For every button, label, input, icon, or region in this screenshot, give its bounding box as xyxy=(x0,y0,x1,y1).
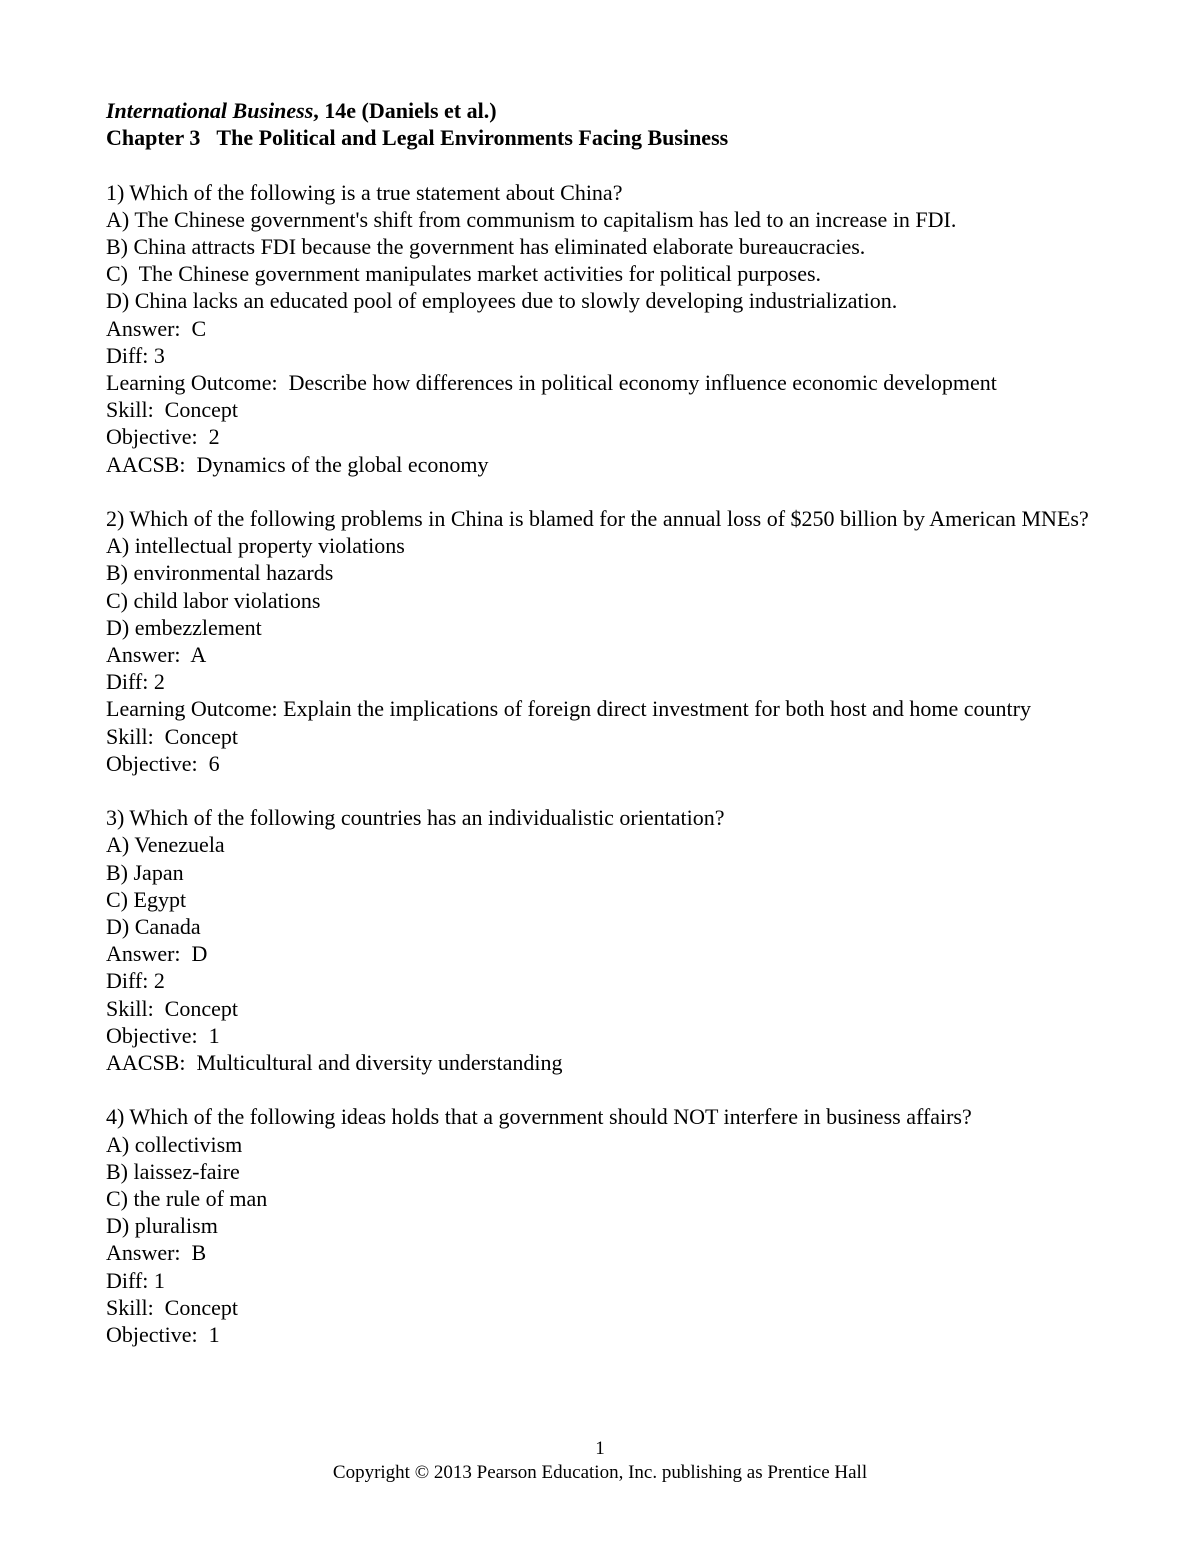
option-b: B) environmental hazards xyxy=(106,560,334,586)
aacsb: AACSB: Multicultural and diversity understanding xyxy=(106,1050,563,1076)
difficulty: Diff: 2 xyxy=(106,968,165,994)
option-c: C) the rule of man xyxy=(106,1186,268,1212)
answer: Answer: B xyxy=(106,1240,207,1266)
option-c: C) Egypt xyxy=(106,886,187,912)
book-title: International Business xyxy=(106,98,314,123)
copyright-notice: Copyright © 2013 Pearson Education, Inc. publishing as Prentice Hall xyxy=(332,1462,868,1483)
question-2 xyxy=(106,505,1106,777)
book-edition-authors: , 14e (Daniels et al.) xyxy=(313,98,497,123)
option-a: A) The Chinese government's shift from communism to capitalism has led to an increase in FDI. xyxy=(106,206,957,232)
option-a: A) intellectual property violations xyxy=(106,533,405,559)
question-stem: 2) Which of the following problems in China is blamed for the annual loss of $250 billion by American MNEs? xyxy=(106,506,1089,532)
page-content xyxy=(106,97,1106,1348)
learning-outcome: Learning Outcome: Explain the implications of foreign direct investment for both host and home country xyxy=(106,696,1031,722)
objective: Objective: 2 xyxy=(106,424,220,450)
objective: Objective: 6 xyxy=(106,750,220,776)
question-1 xyxy=(106,179,1106,478)
option-c: C) child labor violations xyxy=(106,587,321,613)
skill: Skill: Concept xyxy=(106,397,238,423)
objective: Objective: 1 xyxy=(106,1022,220,1048)
option-d: D) Canada xyxy=(106,914,201,940)
aacsb: AACSB: Dynamics of the global economy xyxy=(106,451,489,477)
question-stem: 4) Which of the following ideas holds that a government should NOT interfere in business affairs? xyxy=(106,1104,972,1130)
learning-outcome: Learning Outcome: Describe how differences in political economy influence economic development xyxy=(106,370,997,396)
option-a: A) collectivism xyxy=(106,1131,243,1157)
option-c: C) The Chinese government manipulates market activities for political purposes. xyxy=(106,261,822,287)
option-a: A) Venezuela xyxy=(106,832,225,858)
difficulty: Diff: 2 xyxy=(106,669,165,695)
chapter-title: Chapter 3 The Political and Legal Environments Facing Business xyxy=(106,125,729,151)
objective: Objective: 1 xyxy=(106,1322,220,1348)
answer: Answer: C xyxy=(106,315,207,341)
question-stem: 3) Which of the following countries has an individualistic orientation? xyxy=(106,805,725,831)
page-number: 1 xyxy=(595,1438,605,1459)
option-b: B) Japan xyxy=(106,859,184,885)
answer: Answer: A xyxy=(106,642,207,668)
option-d: D) China lacks an educated pool of employees due to slowly developing industrialization. xyxy=(106,288,898,314)
option-d: D) embezzlement xyxy=(106,614,262,640)
question-3 xyxy=(106,804,1106,1076)
book-title-line xyxy=(106,97,1106,124)
difficulty: Diff: 3 xyxy=(106,342,165,368)
skill: Skill: Concept xyxy=(106,1294,238,1320)
answer: Answer: D xyxy=(106,941,208,967)
skill: Skill: Concept xyxy=(106,723,238,749)
skill: Skill: Concept xyxy=(106,995,238,1021)
question-4 xyxy=(106,1103,1106,1348)
question-stem: 1) Which of the following is a true statement about China? xyxy=(106,179,623,205)
option-b: B) laissez-faire xyxy=(106,1158,240,1184)
option-b: B) China attracts FDI because the government has eliminated elaborate bureaucracies. xyxy=(106,234,866,259)
option-d: D) pluralism xyxy=(106,1213,218,1239)
difficulty: Diff: 1 xyxy=(106,1267,165,1293)
